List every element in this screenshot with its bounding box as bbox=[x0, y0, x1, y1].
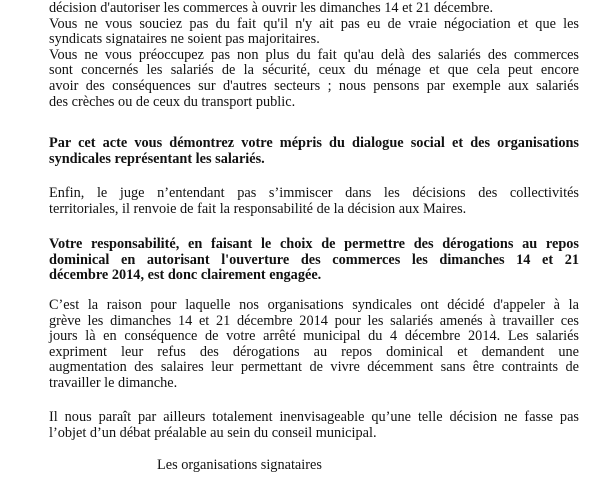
paragraph-council-debate bbox=[49, 410, 579, 441]
text-line: décision d'autoriser les commerces à ouvrir les dimanches 14 et 21 décembre. bbox=[49, 0, 494, 16]
text-line: Il nous paraît par ailleurs totalement inenvisageable qu’une telle décision ne fasse pas bbox=[49, 409, 579, 425]
text-line: augmentation des salaires leur permettant de vivre décemment sans être contraints de bbox=[49, 359, 579, 376]
paragraph-social-dialogue bbox=[49, 136, 579, 167]
text-line: jours là en conséquence de votre arrêté municipal du 4 décembre 2014. Les salariés bbox=[49, 328, 579, 345]
text-line: syndicales représentant les salariés. bbox=[49, 150, 265, 167]
signature bbox=[157, 458, 457, 474]
paragraph-strike bbox=[49, 298, 579, 392]
text-line: sont concernés les salariés de la sécurité, ceux du ménage et que cela peut encore bbox=[49, 62, 579, 79]
text-line: des crèches ou de ceux du transport public. bbox=[49, 93, 296, 110]
text-line: territoriales, il renvoie de fait la responsabilité de la décision aux Maires. bbox=[49, 200, 467, 217]
text-line: Enfin, le juge n’entendant pas s’immiscer dans les décisions des collectivités bbox=[49, 185, 579, 201]
paragraph-commerce-concerns bbox=[49, 1, 579, 110]
text-line: grève les dimanches 14 et 21 décembre 2014 pour les salariés amenés à travailler ces bbox=[49, 312, 579, 329]
text-line: Vous ne vous souciez pas du fait qu'il n'y ait pas eu de vraie négociation et que les bbox=[49, 15, 579, 32]
text-line: décembre 2014, est donc clairement engagée. bbox=[49, 267, 322, 284]
text-line: Par cet acte vous démontrez votre mépris du dialogue social et des organisations bbox=[49, 135, 579, 151]
text-line: syndicats signataires ne soient pas majoritaires. bbox=[49, 31, 320, 48]
text-line: Votre responsabilité, en faisant le choix de permettre des dérogations au repos bbox=[49, 236, 579, 252]
text-line: expriment leur refus des dérogations au repos dominical et demandent une bbox=[49, 343, 579, 360]
paragraph-judge bbox=[49, 186, 579, 217]
text-line: dominical en autorisant l'ouverture des commerces les dimanches 14 et 21 bbox=[49, 251, 579, 268]
text-line: l’objet d’un débat préalable au sein du conseil municipal. bbox=[49, 424, 377, 441]
paragraph-responsibility bbox=[49, 237, 579, 284]
signature-text: Les organisations signataires bbox=[157, 457, 322, 473]
text-line: travailler le dimanche. bbox=[49, 374, 178, 391]
text-line: avoir des conséquences sur d'autres secteurs ; nous pensons par exemple aux salariés bbox=[49, 77, 579, 94]
text-line: Vous ne vous préoccupez pas non plus du fait qu'au delà des salariés des commerces bbox=[49, 46, 579, 63]
text-line: C’est la raison pour laquelle nos organisations syndicales ont décidé d'appeler à la bbox=[49, 297, 579, 313]
